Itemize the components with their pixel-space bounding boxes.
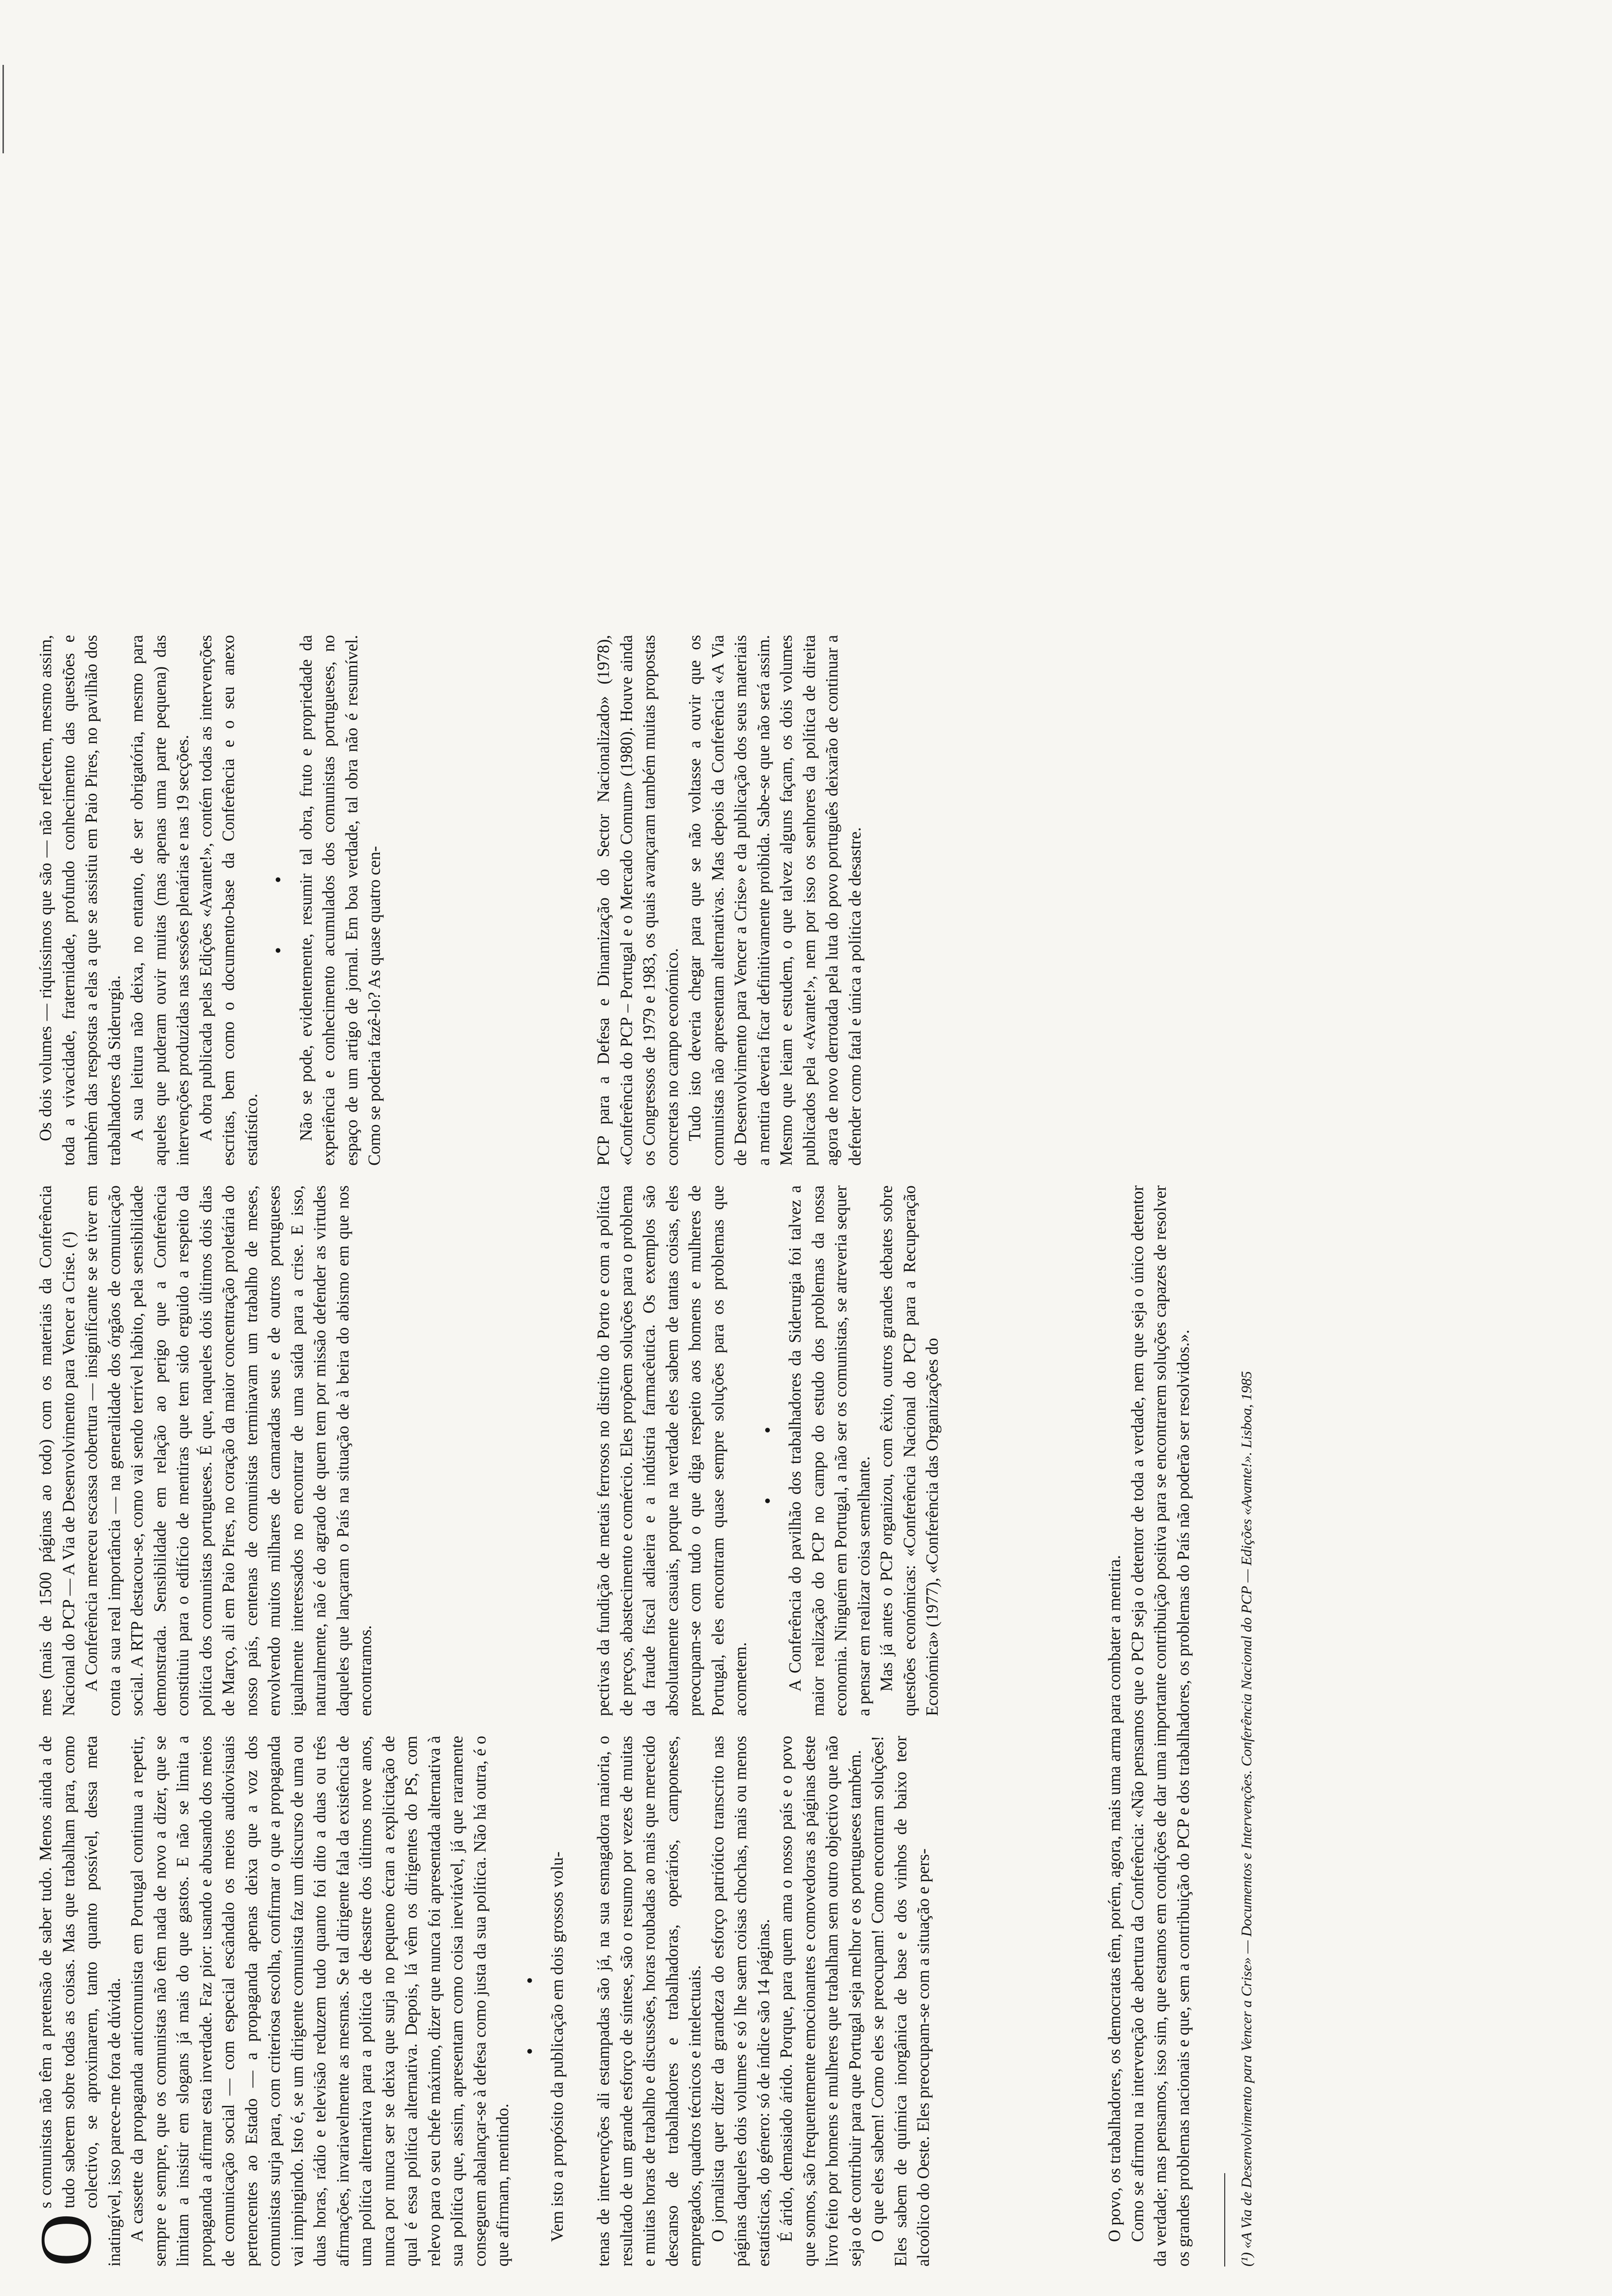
article-paragraph: [25, 1736, 126, 2267]
article-paragraph: O que eles sabem! Como eles se preocupam! Como encontram soluções! Eles sabem de química inorgânica de base e dos vinhos de baixo teor alcoólico do Oeste. Eles preocupam-se com a situação e pers-: [868, 1736, 933, 2267]
article-paragraph: pectivas da fundição de metais ferrosos no distrito do Porto e com a política de preços, abastecimento e comércio. Eles propõem soluções para o problema da fraude fiscal adiaeira e a indústria farmacêutica. Os exemplos são absolutamente casuais, porque na verdade eles sabem de tantas coisas, eles preocupam-se com tudo o que diga respeito aos homens e mulheres de Portugal, eles encontram quase sempre soluções para os problemas que acometem.: [594, 1185, 750, 1716]
article-paragraph: Os dois volumes — riquíssimos que são — não reflectem, mesmo assim, toda a vivacidade, fraternidade, profundo conhecimento das questões e também das respostas a elas a que se assistiu em Paio Pires, no pavilhão dos trabalhadores da Siderurgia.: [36, 635, 124, 1166]
article-paragraph: O povo, os trabalhadores, os democratas têm, porém, agora, mais uma arma para combater a mentira.: [1105, 1555, 1124, 2242]
article-paragraph: É árido, demasiado árido. Porque, para quem ama o nosso país e o povo que somos, são frequentemente emocionantes e comovedoras as páginas deste livro feito por homens e mulheres que trabalham sem outro objectivo que não seja o de contribuir para que Portugal seja melhor e os portugueses também.: [777, 1736, 864, 2267]
section-separator-dots: • •: [518, 1948, 541, 2055]
article-paragraph: Como se afirmou na intervenção de abertura da Conferência: «Não pensamos que o PCP seja o detentor de toda a verdade, nem que seja o único detentor da verdade; mas pensamos, isso sim, que estamos em condições de dar uma importante contribuição positiva para se encontrarem soluções capazes de resolver os grandes problemas nacionais e que, sem a contribuição do PCP e dos trabalhadores, os problemas do País não poderão ser resolvidos.».: [1128, 1185, 1193, 2267]
article-paragraph: Mas já antes o PCP organizou, com êxito, outros grandes debates sobre questões económicas: «Conferência Nacional do PCP para a Recuperação Económica» (1977), «Conferência das Organizações do: [877, 1185, 942, 1716]
article-paragraph: A Conferência mereceu escassa cobertura — insignificante se se tiver em conta a sua real importância — na generalidade dos órgãos de comunicação social. A RTP destacou-se, como vai sendo terrível hábito, pela sensibilidade demonstrada. Sensibilidade em relação ao perigo que a Conferência constituiu para o edifício de mentiras que tem sido erguido a respeito da política dos comunistas portugueses. É que, naqueles dois últimos dois dias de Março, ali em Paio Pires, no coração da maior concentração proletária do nosso país, centenas de comunistas terminavam um trabalho de meses, envolvendo muitos milhares de camaradas seus e de outros portugueses igualmente interessados no encontrar de uma saída para a crise. E isso, naturalmente, não é do agrado de quem tem por missão defender as virtudes daqueles que lançaram o País na situação de à beira do abismo em que nos encontramos.: [82, 1185, 375, 1716]
article-paragraph: tenas de intervenções ali estampadas são já, na sua esmagadora maioria, o resultado de um grande esforço de síntese, são o resumo por vezes de muitas e muitas horas de trabalho e discussões, horas roubadas ao mais que merecido descanso de trabalhadores e trabalhadoras, operários, camponeses, empregados, quadros técnicos e intelectuais.: [594, 1736, 704, 2267]
paragraph-text: s comunistas não têm a pretensão de saber tudo. Menos ainda a de tudo saberem sobre todas as coisas. Mas que trabalham para, como colectivo, se aproximarem, tanto quanto possível, dessa meta inatingível, isso parece-me fora de dúvida.: [36, 1736, 124, 2267]
article-paragraph: PCP para a Defesa e Dinamização do Sector Nacionalizado» (1978), «Conferência do PCP – Portugal e o Mercado Comum» (1980). Houve ainda os Congressos de 1979 e 1983, os quais avançaram também muitas propostas concretas no campo económico.: [594, 635, 682, 1166]
article-paragraph: Tudo isto deveria chegar para que se não voltasse a ouvir que os comunistas não apresentam alternativas. Mas depois da Conferência «A Via de Desenvolvimento para Vencer a Crise» e da publicação dos seus materiais a mentira deveria ficar definitivamente proibida. Sabe-se que não será assim. Mesmo que leiam e estudem, o que talvez alguns façam, os dois volumes publicados pela «Avante!», nem por isso os senhores da política de direita agora de novo derrotada pela luta do povo português deixarão de continuar a defender como fatal e única a política de desastre.: [686, 635, 864, 1166]
article-paragraph: Vem isto a propósito da publicação em dois grossos volu-: [548, 1851, 567, 2242]
article-column-6: [592, 635, 917, 1166]
article-paragraph: Não se pode, evidentemente, resumir tal obra, fruto e propriedade da experiência e conhecimento acumulados dos comunistas portugueses, no espaço de um artigo de jornal. Em boa verdade, tal obra não é resumível. Como se poderia fazê-lo? As quase quatro cen-: [296, 635, 384, 1166]
article-column-7: [1103, 1185, 1428, 2267]
article-paragraph: A cassette da propaganda anticomunista em Portugal continua a repetir, sempre e sempre, que os comunistas não têm nada de novo a dizer, que se limitam a insistir em slogans já mais do que gastos. E não se limita a propaganda a afirmar esta inverdade. Faz pior: usando e abusando dos meios de comunicação social — com especial escândalo os meios audiovisuais pertencentes ao Estado — a propaganda apenas deixa que a voz dos comunistas surja para, com criteriosa escolha, confirmar o que a propaganda vai impingindo. Isto é, se um dirigente comunista faz um discurso de uma ou duas horas, rádio e televisão reduzem tudo quanto foi dito a duas ou três afirmações, invariavelmente as mesmas. Se tal dirigente fala da existência de uma política alternativa para a política de desastre dos últimos nove anos, nunca por nunca ser se deixa que surja no pequeno écran a explicitação de qual é essa política alternativa. Depois, lá vêm os dirigentes do PS, com relevo para o seu chefe máximo, dizer que nunca foi apresentada alternativa à sua política que, assim, apresentam como coisa inevitável, já que raramente conseguem abalançar-se à defesa como justa da sua política. Não há outra, é o que afirmam, mentindo.: [128, 1736, 512, 2267]
footnote-rule: [1224, 2173, 1225, 2267]
section-separator-dots: • •: [267, 847, 289, 954]
article-paragraph: A obra publicada pelas Edições «Avante!», contém todas as intervenções escritas, bem como o documento-base da Conferência e o seu anexo estatístico.: [196, 635, 261, 1166]
article-column-5: [592, 1185, 942, 1716]
footnote: (¹) «A Via de Desenvolvimento para Vencer a Crise» — Documentos e Intervenções. Conferência Nacional do PCP — Edições «Avante!». Lisboa, 1985: [1238, 1371, 1255, 2267]
article-paragraph: mes (mais de 1500 páginas ao todo) com os materiais da Conferência Nacional do PCP — A Via de Desenvolvimento para Vencer a Crise. (¹): [36, 1185, 78, 1716]
article-column-2: [34, 1185, 375, 1716]
article-column-4: [592, 1736, 933, 2267]
drop-cap: O: [25, 2213, 107, 2267]
article-paragraph: O jornalista quer dizer da grandeza do esforço patriótico transcrito nas páginas daqueles dois volumes e só lhe saem coisas chochas, mais ou menos estatísticas, do género: só de índice são 14 páginas.: [708, 1736, 773, 2267]
article-paragraph: A Conferência do pavilhão dos trabalhadores da Siderurgia foi talvez a maior realização do PCP no campo do estudo dos problemas da nossa economia. Ninguém em Portugal, a não ser os comunistas, se atreveria sequer a pensar em realizar coisa semelhante.: [786, 1185, 873, 1716]
section-separator-dots: • •: [756, 1397, 778, 1505]
article-paragraph: A sua leitura não deixa, no entanto, de ser obrigatória, mesmo para aqueles que puderam ouvir muitas (mas apenas uma parte pequena) das intervenções produzidas nas sessões plenárias e nas 19 secções.: [128, 635, 192, 1166]
article-column-1: [25, 1736, 567, 2267]
top-margin-rule: [2, 65, 8, 153]
article-column-3: [34, 635, 384, 1166]
